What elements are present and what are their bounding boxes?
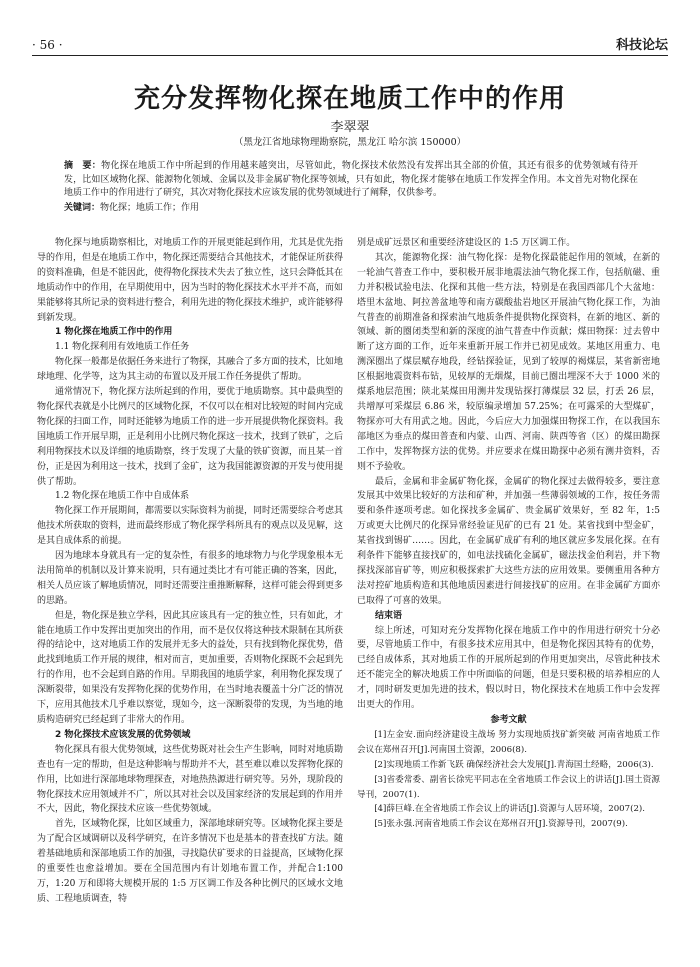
article-author: 李翠翠 [330, 120, 370, 135]
author-affiliation: （黑龙江省地球物理勘察院，黑龙江 哈尔滨 150000） [233, 137, 467, 148]
paragraph: 通常情况下，物化探方法所起到的作用，要优于地质勘察。其中最典型的物化探代表就是小比例尺的区域物化探，不仅可以在相对比较短的时间内完成物化探的扫面工作，同时还能够为地质工作的进一步开展提供物化探资料。我国地质工作开展早期，正是利用小比例尺物化探这一技术，找到了铁矿，之后利用物探技术以及详细的地质勘察，终于发现了大量的铁矿资源，而且某一首份，正是因为利用这一技术，找到了金矿，这为我国能源资源的开发与使用提供了帮助。 [37, 387, 344, 487]
paragraph: 首先，区域物化探，比如区域重力，深部地球研究等。区域物化探主要是为了配合区域调研以及科学研究，在许多情况下也是基本的普查找矿方法。随着基础地质和深部地质工作的加强，寻找隐伏矿要求的日益提高，区域物化探的重要性也愈益增加。要在全国范围内有计划地布置工作，并配合1:100 万，1:20 万和即将大规模开展的 1:5 万区调工作及各种比例尺的区域水文地质、工程地质调查，特 [37, 819, 344, 904]
subsection-heading: 1.1 物化探利用有效地质工作任务 [55, 342, 190, 353]
paragraph: 但是，物化探是独立学科，因此其应该具有一定的独立性，只有如此，才能在地质工作中发挥出更加突出的作用，而不是仅仅将这种技术限制在其所获得的结论中，这对地质工作的发展并无多大的益处，只有找到物化探优势，借此找到地质工作开展的规律，相对而言，更加重要，否则物化探既不会起到先行的作用，也不会起到自路的作用。早期我国的地质学家，利用物化探发现了深断裂带，如果没有发挥物化探的优势作用，在当时地表覆盖十分广泛的情况下，应用其他技术几乎难以察觉，现如今，这一深断裂带的发现，为当地的地质构造研究已经起到了非常大的作用。 [37, 610, 344, 725]
paragraph: 物化探工作开展期间，都需要以实际资料为前提，同时还需要综合考虑其他技术所获取的资料，进而最终形成了物化探学科所具有的观点以及见解，这是其自成体系的前提。 [37, 506, 344, 547]
reference-item: [4]薛巨峰.在全省地质工作会议上的讲话[J].资源与人居环境，2007(2). [374, 804, 646, 815]
paragraph: 物化探与地质勘察相比，对地质工作的开展更能起到作用，尤其是优先指导的作用，但是在地质工作中，物化探还需要结合其他技术，才能保证所获得的资料准确，但是不能因此，使得物化探技术失去了独立性，这只会降低其在地质动作中的作用，在早期使用中，因为当时的物化探技术水平并不高，而如果能够将其所记录的资料进行整合，利用先进的物化探技术维护，或许能够得到新发现。 [37, 238, 344, 323]
section-label: 科技论坛 [615, 38, 668, 53]
subsection-heading: 1.2 物化探在地质工作中自成体系 [55, 491, 190, 502]
paragraph: 其次，能源物化探：油气物化探：是物化探最能起作用的领域，在新的一轮油气普查工作中，要积极开展非地震法油气物化探工作，包括航磁、重力并积极试验电法、化探和其他一些方法，特别是在我国西部几个大盆地：塔里木盆地、阿拉善盆地等和南方碳酸盐岩地区开展油气物化探工作，为油气普查的前期准备和探索油气地质条件提供物化探资料，在新的地区、新的领域、新的圈闭类型和新的深度的油气普查中作贡献；煤田物探：过去曾中断了这方面的工作，近年来重新开展工作并已初见成效。某地区用重力、电测深圈出了煤层赋存地段，经钻探验证，见到了较厚的褐煤层，某省新密地区根据地震资料布钻，见较厚的无烟煤，目前已圈出埋深不大于 1000 米的煤系地层范围；陕北某煤田用测井发现钻探打薄煤层 32 层，打丢 26 层，共增厚可采煤层 6.86 米，较原编录增加 57.25%；在可露采的大型煤矿，物探亦可大有用武之地。因此，今后应大力加强煤田物探工作，在以我国东部地区为垂点的煤田普查和内蒙、山西、河南、陕西等省（区）的煤田勘探工作中，发挥物探方法的优势。并应要求在煤田勘探中必须有测井资料，否则不予验收。 [357, 252, 660, 472]
paragraph: 物化探具有很大优势领域，这些优势既对社会生产生影响，同时对地质勘查也有一定的帮助，但是这种影响与帮助并不大，甚至难以难以发挥物化探的作用，比如进行深部地球物理探查，对地热热源进行研究等。另外，现阶段的物化探技术应用领域并不广，所以其对社会以及国家经济的发展起到的作用并不大，因此，物化探技术应该一些优势领域。 [37, 744, 344, 815]
reference-item: [1]左金安.面向经济建设主战场 努力实现地质找矿新突破 河南省地质工作会议在郑州召开[J].河南国土资源，2006(8). [357, 729, 660, 755]
reference-item: [2]实现地质工作新飞跃 确保经济社会大发展[J].青海国土经略，2006(3). [374, 759, 654, 770]
reference-item: [5]张永强.河南省地质工作会议在郑州召开[J].资源导刊，2007(9). [374, 819, 628, 830]
reference-item: [3]省委常委、副省长徐宪平同志在全省地质工作会议上的讲话[J].国土资源导刊，2007(1). [357, 774, 660, 800]
header-rule [32, 55, 668, 56]
right-column [357, 236, 660, 832]
keywords [64, 202, 638, 216]
page-number: · 56 · [32, 38, 63, 52]
abstract-text: 物化探在地质工作中所起到的作用越来越突出，尽管如此，物化探技术依然没有发挥出其全部的价值，其还有很多的优势领域有待开发，比如区域物化探、能源物化领域、金属以及非金属矿物化探等领域，只有如此，物化探才能够在地质工作发挥全作用。本文首先对物化探在地质工作中的作用进行了研究，其次对物化探技术应该发展的优势领域进行了阐释，仅供参考。 [64, 161, 638, 198]
keywords-label: 关键词： [64, 203, 101, 213]
paragraph: 因为地球本身就具有一定的复杂性，有很多的地球物力与化学现象根本无法用简单的机制以及计算来说明，只有通过类比才有可能正确的答案，因此，相关人员应该了解地质情况，同时还需要注重推断解释，这样可能会得到更多的思路。 [37, 551, 344, 606]
paragraph: 别是成矿远景区和重要经济建设区的 1:5 万区调工作。 [357, 238, 576, 248]
section-heading: 2 物化探技术应该发展的优势领域 [55, 729, 191, 740]
paragraph: 物化探一般都是依据任务来进行了物探，其融合了多方面的技术，比如地球地理、化学等，这为其主动的布置以及开展工作任务提供了帮助。 [37, 357, 344, 383]
page-header [32, 32, 668, 54]
section-heading: 1 物化探在地质工作中的作用 [55, 327, 173, 338]
abstract-label: 摘 要： [64, 161, 102, 171]
conclusion-heading: 结束语 [375, 610, 403, 621]
references-heading: 参考文献 [490, 715, 527, 725]
paragraph: 最后，金属和非金属矿物化探，金属矿的物化探过去做得较多，要注意发展其中效果比较好的方法和矿种，并加强一些薄弱领域的工作，按任务需要和条件逐项考虑。如化探找多金属矿、贵金属矿效果好，至 82 年，1:5 万或更大比例尺的化探异常经验证见矿的已有 21 处。某省找到中型金矿，某省找到锡矿……。因此，在金属矿成矿有利的地区就应多发展化探。在有利条件下能够直接找矿的，如电法找硫化金属矿，磁法找金伯利岩，并下物探找深部盲矿等，则应积极探索扩大这些方法的应用效果。要侧重用各种方法对控矿地质构造和其他地质因素进行间接找矿的应用。在非金属矿方面亦已取得了可喜的效果。 [357, 476, 660, 606]
paragraph: 综上所述，可知对充分发挥物化探在地质工作中的作用进行研究十分必要，尽管地质工作中，有很多技术应用其中，但是物化探因其特有的优势，已经自成体系，其对地质工作的开展所起到的作用更加突出，尽管此种技术还不能完全的解决地质工作中所面临的问题，但是只要积极的培养相应的人才，同时研发更加先进的技术，假以时日，物化探技术在地质工作中会发挥出更大的作用。 [357, 625, 660, 711]
article-title: 充分发挥物化探在地质工作中的作用 [133, 84, 566, 114]
keywords-text: 物化探；地质工作；作用 [100, 203, 200, 213]
abstract [64, 160, 638, 201]
left-column [37, 236, 343, 907]
